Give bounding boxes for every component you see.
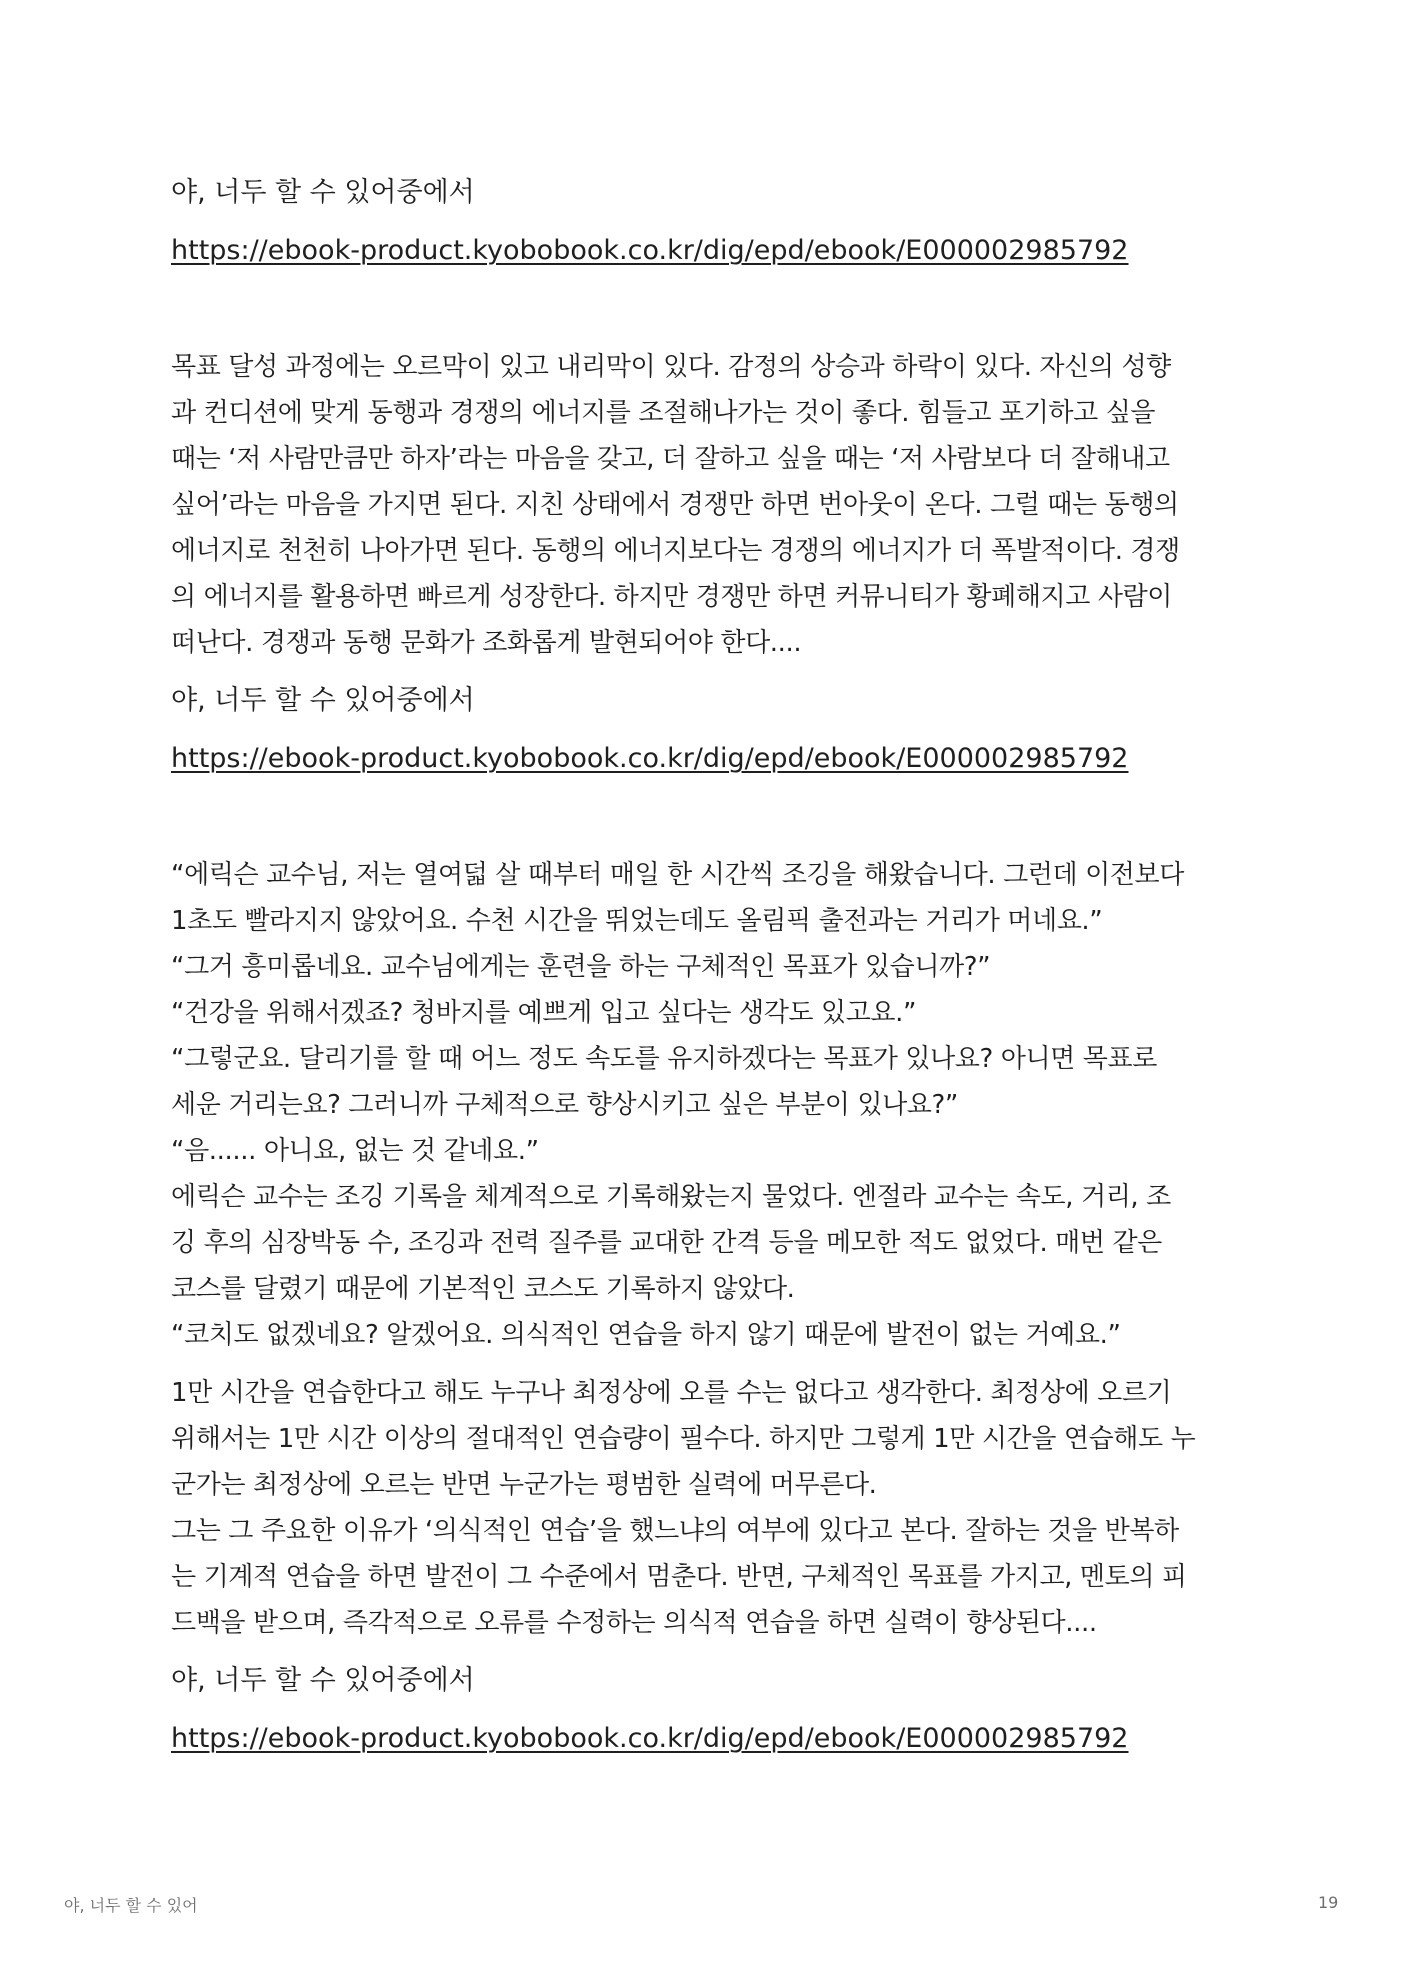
excerpt-paragraph — [171, 852, 1239, 1358]
text-line: 코스를 달렸기 때문에 기본적인 코스도 기록하지 않았다. — [171, 1274, 795, 1304]
text-line: 위해서는 1만 시간 이상의 절대적인 연습량이 필수다. 하지만 그렇게 1만 시간을 연습해도 누 — [171, 1424, 1196, 1454]
source-title: 야, 너두 할 수 있어중에서 — [171, 177, 475, 208]
source-title: 야, 너두 할 수 있어중에서 — [171, 1665, 475, 1696]
excerpt-paragraph — [171, 1370, 1239, 1646]
text-line: 에너지로 천천히 나아가면 된다. 동행의 에너지보다는 경쟁의 에너지가 더 폭발적이다. 경쟁 — [171, 536, 1180, 566]
source-link[interactable]: https://ebook-product.kyobobook.co.kr/dig/epd/ebook/E000002985792 — [171, 1723, 1129, 1754]
text-line: “에릭슨 교수님, 저는 열여덟 살 때부터 매일 한 시간씩 조깅을 해왔습니다. 그런데 이전보다 — [171, 860, 1184, 890]
text-line: “음...... 아니요, 없는 것 같네요.” — [171, 1136, 539, 1166]
text-line: 의 에너지를 활용하면 빠르게 성장한다. 하지만 경쟁만 하면 커뮤니티가 황폐해지고 사람이 — [171, 582, 1173, 612]
excerpt-2 — [171, 852, 1239, 1762]
text-line: “그렇군요. 달리기를 할 때 어느 정도 속도를 유지하겠다는 목표가 있나요? 아니면 목표로 — [171, 1044, 1157, 1074]
text-line: 에릭슨 교수는 조깅 기록을 체계적으로 기록해왔는지 물었다. 엔절라 교수는 속도, 거리, 조 — [171, 1182, 1171, 1212]
text-line: 때는 ‘저 사람만큼만 하자’라는 마음을 갖고, 더 잘하고 싶을 때는 ‘저 사람보다 더 잘해내고 — [171, 444, 1170, 474]
source-link[interactable]: https://ebook-product.kyobobook.co.kr/dig/epd/ebook/E000002985792 — [171, 235, 1129, 266]
text-line: 드백을 받으며, 즉각적으로 오류를 수정하는 의식적 연습을 하면 실력이 향상된다.... — [171, 1608, 1097, 1638]
text-line: 떠난다. 경쟁과 동행 문화가 조화롭게 발현되어야 한다.... — [171, 628, 802, 658]
text-line: “건강을 위해서겠죠? 청바지를 예쁘게 입고 싶다는 생각도 있고요.” — [171, 998, 917, 1028]
source-title: 야, 너두 할 수 있어중에서 — [171, 685, 475, 716]
text-line: 세운 거리는요? 그러니까 구체적으로 향상시키고 싶은 부분이 있나요?” — [171, 1090, 958, 1120]
text-line: 과 컨디션에 맞게 동행과 경쟁의 에너지를 조절해나가는 것이 좋다. 힘들고 포기하고 싶을 — [171, 398, 1156, 428]
excerpt-paragraph — [171, 344, 1239, 666]
text-line: 싶어’라는 마음을 가지면 된다. 지친 상태에서 경쟁만 하면 번아웃이 온다. 그럴 때는 동행의 — [171, 490, 1179, 520]
page-number: 19 — [1318, 1893, 1339, 1912]
text-line: “코치도 없겠네요? 알겠어요. 의식적인 연습을 하지 않기 때문에 발전이 없는 거예요.” — [171, 1320, 1121, 1350]
source-link[interactable]: https://ebook-product.kyobobook.co.kr/dig/epd/ebook/E000002985792 — [171, 743, 1129, 774]
text-line: 목표 달성 과정에는 오르막이 있고 내리막이 있다. 감정의 상승과 하락이 있다. 자신의 성향 — [171, 352, 1171, 382]
text-line: “그거 흥미롭네요. 교수님에게는 훈련을 하는 구체적인 목표가 있습니까?” — [171, 952, 991, 982]
text-line: 군가는 최정상에 오르는 반면 누군가는 평범한 실력에 머무른다. — [171, 1470, 877, 1500]
page-content — [171, 170, 1239, 1762]
text-line: 1초도 빨라지지 않았어요. 수천 시간을 뛰었는데도 올림픽 출전과는 거리가 머네요.” — [171, 906, 1103, 936]
excerpt-1 — [171, 344, 1239, 782]
footer-book-title: 야, 너두 할 수 있어 — [64, 1896, 198, 1915]
text-line: 1만 시간을 연습한다고 해도 누구나 최정상에 오를 수는 없다고 생각한다. 최정상에 오르기 — [171, 1378, 1172, 1408]
text-line: 그는 그 주요한 이유가 ‘의식적인 연습’을 했느냐의 여부에 있다고 본다. 잘하는 것을 반복하 — [171, 1516, 1179, 1546]
text-line: 깅 후의 심장박동 수, 조깅과 전력 질주를 교대한 간격 등을 메모한 적도 없었다. 매번 같은 — [171, 1228, 1162, 1258]
text-line: 는 기계적 연습을 하면 발전이 그 수준에서 멈춘다. 반면, 구체적인 목표를 가지고, 멘토의 피 — [171, 1562, 1187, 1592]
